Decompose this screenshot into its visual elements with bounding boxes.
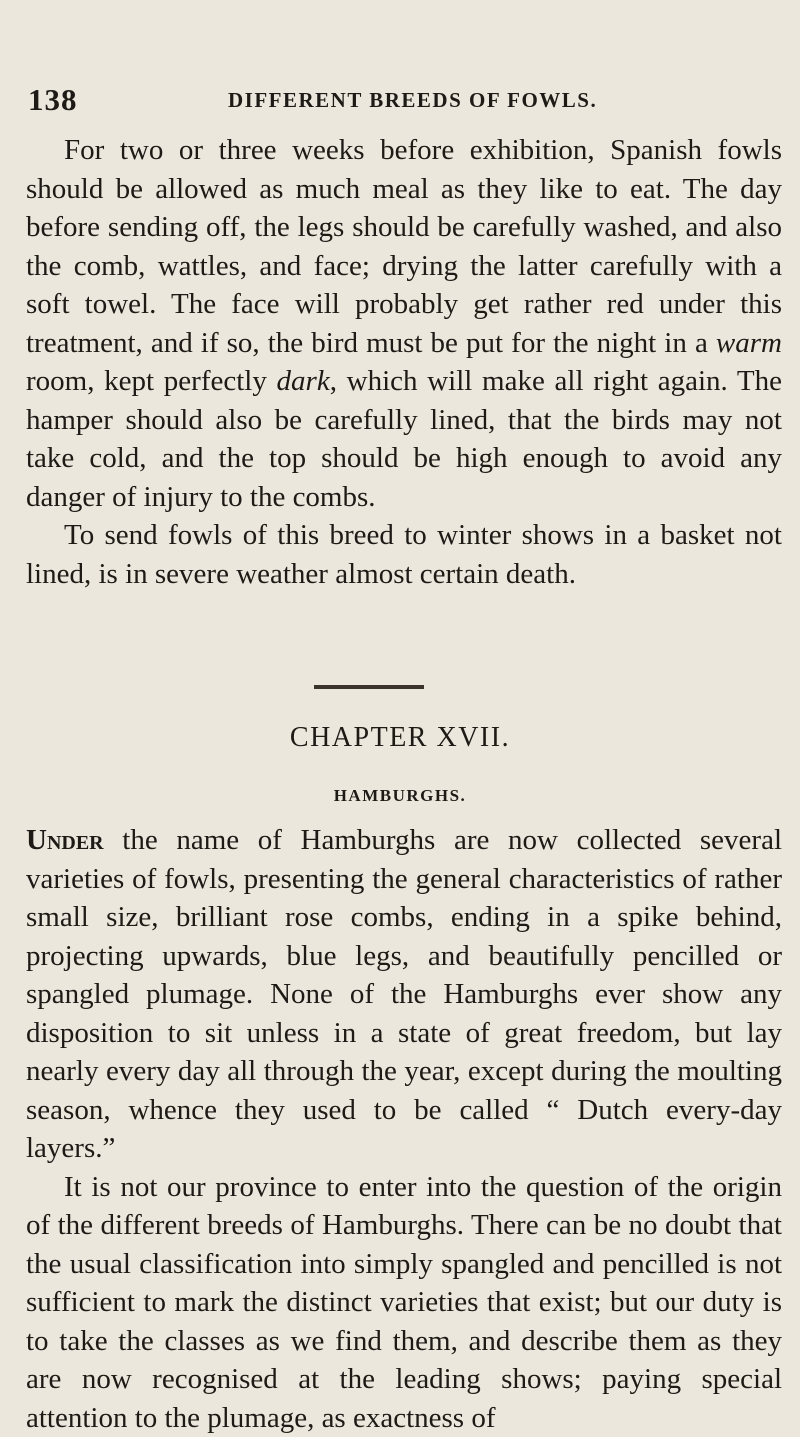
running-head (28, 82, 760, 122)
paragraph: To send fowls of this breed to winter shows in a basket not lined, is in severe weather almost certain death. (26, 516, 782, 593)
text-run: room, kept perfectly (26, 365, 277, 397)
emphasis-text: warm (716, 327, 782, 359)
lead-word: Under (26, 824, 104, 856)
page-number: 138 (28, 82, 78, 118)
chapter-subtitle: HAMBURGHS. (0, 786, 800, 806)
emphasis-text: dark (277, 365, 330, 397)
section-spanish-exhibition (26, 131, 782, 593)
text-run: , which will make all right again. The hamper should also be carefully lined, that the birds may not take cold, and the top should be high enough to avoid any danger of injury to the combs. (26, 365, 782, 513)
text-run: the name of Hamburghs are now collected several varieties of fowls, presenting the general characteristics of rather small size, brilliant rose combs, ending in a spike behind, projecting upwards, blue legs, and beautifully pencilled or spangled plumage. None of the Hamburghs ever show any disposition to sit unless in a state of great freedom, but lay nearly every day all through the year, except during the moulting season, whence they used to be called “ Dutch every-day layers.” (26, 824, 782, 1164)
running-title: DIFFERENT BREEDS OF FOWLS. (228, 88, 597, 113)
paragraph (26, 131, 782, 516)
chapter-title: CHAPTER XVII. (0, 722, 800, 754)
text-run: For two or three weeks before exhibition, Spanish fowls should be allowed as much meal as they like to eat. The day before sending off, the legs should be carefully washed, and also the comb, wattles, and face; drying the latter carefully with a soft towel. The face will probably get rather red under this treatment, and if so, the bird must be put for the night in a (26, 134, 782, 359)
section-hamburghs (26, 821, 782, 1437)
paragraph: It is not our province to enter into the question of the origin of the different breeds of Hamburghs. There can be no doubt that the usual classification into simply spangled and pencilled is not sufficient to mark the distinct varieties that exist; but our duty is to take the classes as we find them, and describe them as they are now recognised at the leading shows; paying special attention to the plumage, as exactness of (26, 1168, 782, 1437)
paragraph (26, 821, 782, 1168)
section-divider (314, 685, 424, 689)
